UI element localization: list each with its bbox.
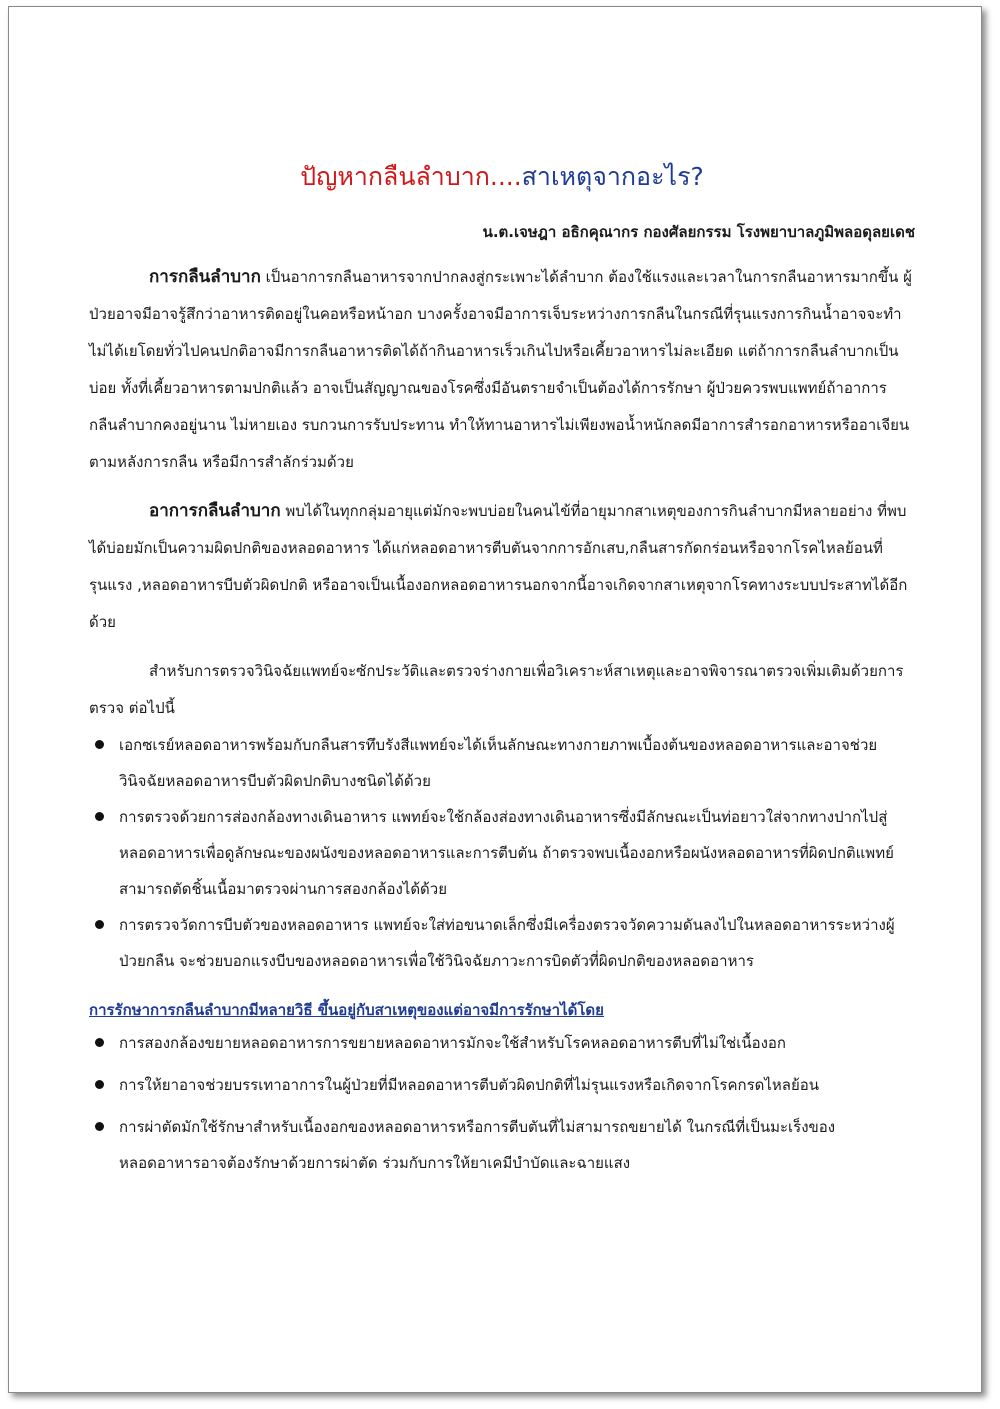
bullet-icon — [95, 920, 104, 929]
bullet-icon — [95, 812, 104, 821]
bullet-icon — [95, 1080, 104, 1089]
treatment-item-text: การให้ยาอาจช่วยบรรเทาอาการในผู้ป่วยที่มีหลอดอาหารตีบตัวผิดปกติที่ไม่รุนแรงหรือเกิดจากโรคกรดไหลย้อน — [119, 1076, 820, 1094]
list-item — [89, 1067, 915, 1103]
list-item — [89, 1109, 915, 1181]
title-red-part: ปัญหากลืนลำบาก.... — [300, 162, 522, 191]
author-line: น.ต.เจษฎา อธิกคุณากร กองศัลยกรรม โรงพยาบาลภูมิพลอดุลยเดช — [482, 223, 915, 241]
bullet-icon — [95, 1122, 104, 1131]
paragraph-symptoms — [89, 493, 915, 641]
list-item — [89, 907, 915, 979]
paragraph-diagnosis-intro: สำหรับการตรวจวินิจฉัยแพทย์จะซักประวัติและตรวจร่างกายเพื่อวิเคราะห์สาเหตุและอาจพิจารณาตรวจเพิ่มเติมด้วยการตรวจ ต่อไปนี้ — [89, 662, 904, 717]
treatment-item-text: การสองกล้องขยายหลอดอาหารการขยายหลอดอาหารมักจะใช้สำหรับโรคหลอดอาหารตีบที่ไม่ใช่เนื้องอก — [119, 1034, 787, 1052]
paragraph-symptoms-text: พบได้ในทุกกลุ่มอายุแต่มักจะพบบ่อยในคนไข้ที่อายุมากสาเหตุของการกินลำบากมีหลายอย่าง ที่พบได้บ่อยมักเป็นความผิดปกติของหลอดอาหาร ได้แก่หลอดอาหารตีบตันจากการอักเสบ,กลืนสารกัดกร่อนหรือจากโรคไหลย้อนที่รุนแรง ,หลอดอาหารบีบตัวผิดปกติ หรืออาจเป็นเนื้องอกหลอดอาหารนอกจากนี้อาจเกิดจากสาเหตุจากโรคทางระบบประสาทได้อีกด้วย — [89, 502, 908, 631]
paragraph-definition — [89, 259, 915, 481]
treatment-list — [89, 1025, 915, 1181]
list-item — [89, 799, 915, 907]
paragraph-definition-text: เป็นอาการกลืนอาหารจากปากลงสู่กระเพาะได้ลำบาก ต้องใช้แรงและเวลาในการกลืนอาหารมากขึ้น ผู้ป่วยอาจมีอาจรู้สึกว่าอาหารติดอยู่ในคอหรือหน้าอก บางครั้งอาจมีอาการเจ็บระหว่างการกลืนในกรณีที่รุนแรงการกินน้ำอาจจะทำไม่ได้เยโดยทั่วไปคนปกติอาจมีการกลืนอาหารติดได้ถ้ากินอาหารเร็วเกินไปหรือเคี้ยวอาหารไม่ละเอียด แต่ถ้าการกลืนลำบากเป็นบ่อย ทั้งที่เคี้ยวอาหารตามปกติแล้ว อาจเป็นสัญญาณของโรคซึ่งมีอันตรายจำเป็นต้องได้การรักษา ผู้ป่วยควรพบแพทย์ถ้าอาการกลืนลำบากคงอยู่นาน ไม่หายเอง รบกวนการรับประทาน ทำให้ทานอาหารไม่เพียงพอน้ำหนักลดมีอาการสำรอกอาหารหรืออาเจียนตามหลังการกลืน หรือมีการสำลักร่วมด้วย — [89, 268, 912, 471]
diagnosis-item-text: เอกซเรย์หลอดอาหารพร้อมกับกลืนสารทึบรังสีแพทย์จะได้เห็นลักษณะทางกายภาพเบื้องต้นของหลอดอาหารและอาจช่วยวินิจฉัยหลอดอาหารบีบตัวผิดปกติบางชนิดได้ด้วย — [119, 736, 878, 790]
list-item — [89, 727, 915, 799]
diagnosis-item-text: การตรวจด้วยการส่องกล้องทางเดินอาหาร แพทย์จะใช้กล้องส่องทางเดินอาหารซึ่งมีลักษณะเป็นท่อยาวใส่จากทางปากไปสู่หลอดอาหารเพื่อดูลักษณะของผนังของหลอดอาหารและการตีบตัน ถ้าตรวจพบเนื้องอกหรือผนังหลอดอาหารที่ผิดปกติแพทย์สามารถตัดชิ้นเนื้อมาตรวจผ่านการสองกล้องได้ด้วย — [119, 808, 894, 898]
document-content — [89, 157, 915, 1187]
diagnosis-item-text: การตรวจวัดการบีบตัวของหลอดอาหาร แพทย์จะใส่ท่อขนาดเล็กซึ่งมีเครื่องตรวจวัดความดันลงไปในหลอดอาหารระหว่างผู้ป่วยกลืน จะช่วยบอกแรงบีบของหลอดอาหารเพื่อใช้วินิจฉัยภาวะการบิดตัวที่ผิดปกติของหลอดอาหาร — [119, 916, 895, 970]
paragraph-symptoms-lead: อาการกลืนลำบาก — [149, 501, 281, 521]
list-item — [89, 1025, 915, 1061]
bullet-icon — [95, 740, 104, 749]
diagnosis-list — [89, 727, 915, 979]
document-page — [8, 6, 982, 1393]
paragraph-definition-lead: การกลืนลำบาก — [149, 267, 261, 287]
treatment-item-text: การผ่าตัดมักใช้รักษาสำหรับเนื้องอกของหลอดอาหารหรือการตีบตันที่ไม่สามารถขยายได้ ในกรณีที่เป็นมะเร็งของหลอดอาหารอาจต้องรักษาด้วยการผ่าตัด ร่วมกับการให้ยาเคมีบำบัดและฉายแสง — [119, 1118, 836, 1172]
page-title — [89, 157, 915, 197]
treatment-heading: การรักษาการกลืนลำบากมีหลายวิธี ขึ้นอยู่กับสาเหตุของแต่อาจมีการรักษาได้โดย — [89, 1001, 604, 1019]
bullet-icon — [95, 1038, 104, 1047]
title-blue-part: สาเหตุจากอะไร? — [521, 162, 704, 191]
